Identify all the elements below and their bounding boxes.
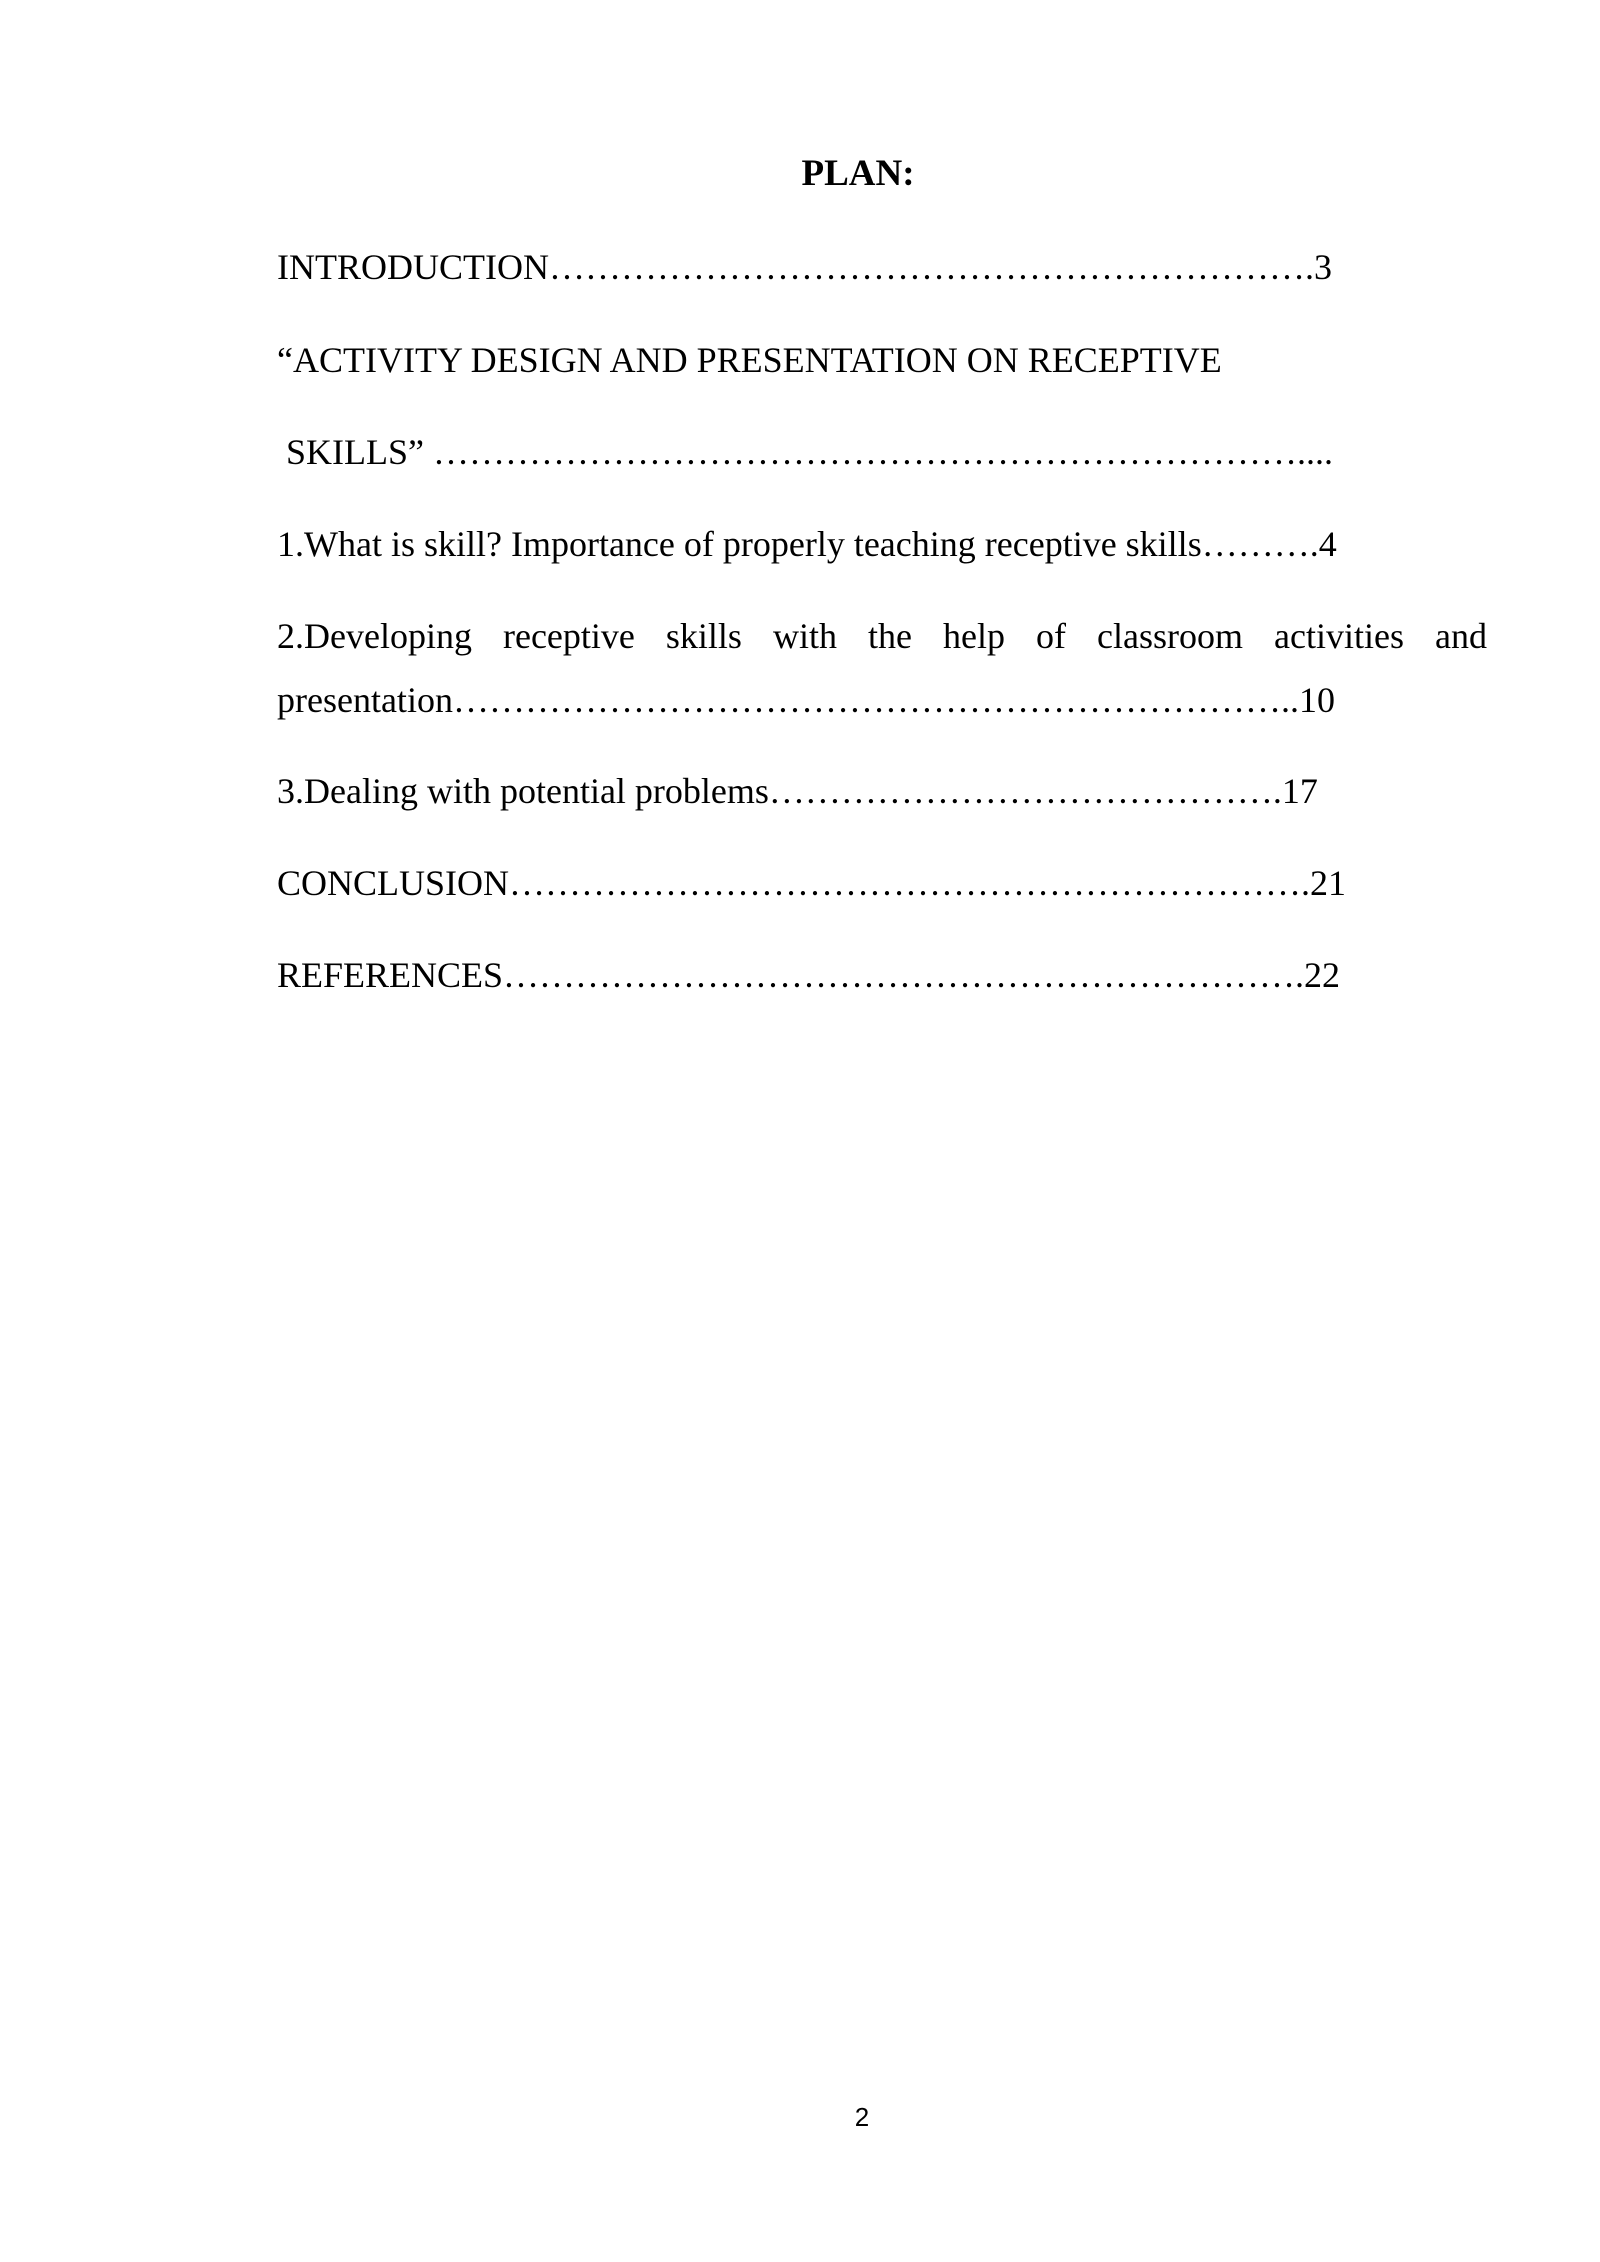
toc-item-3: 3.Dealing with potential problems…………………………………….17 [277,771,1318,811]
page-title: PLAN: [801,153,915,194]
toc-references: REFERENCES………………………………………………………….22 [277,955,1341,995]
toc-item-2-line-2: presentation……………………………………………………………..10 [277,680,1335,720]
toc-item-2-line-1: 2.Developing receptive skills with the help of classroom activities and [277,616,1487,656]
toc-item-1: 1.What is skill? Importance of properly teaching receptive skills……….4 [277,524,1337,564]
toc-main-title-line-1: “ACTIVITY DESIGN AND PRESENTATION ON RECEPTIVE [277,340,1222,380]
toc-main-title-line-2: SKILLS” ……………………………………………………………….... [277,432,1333,472]
page-number: 2 [854,2102,870,2132]
toc-conclusion: CONCLUSION………………………………………………………….21 [277,863,1347,903]
toc-introduction: INTRODUCTION……………………………………………………….3 [277,247,1332,287]
